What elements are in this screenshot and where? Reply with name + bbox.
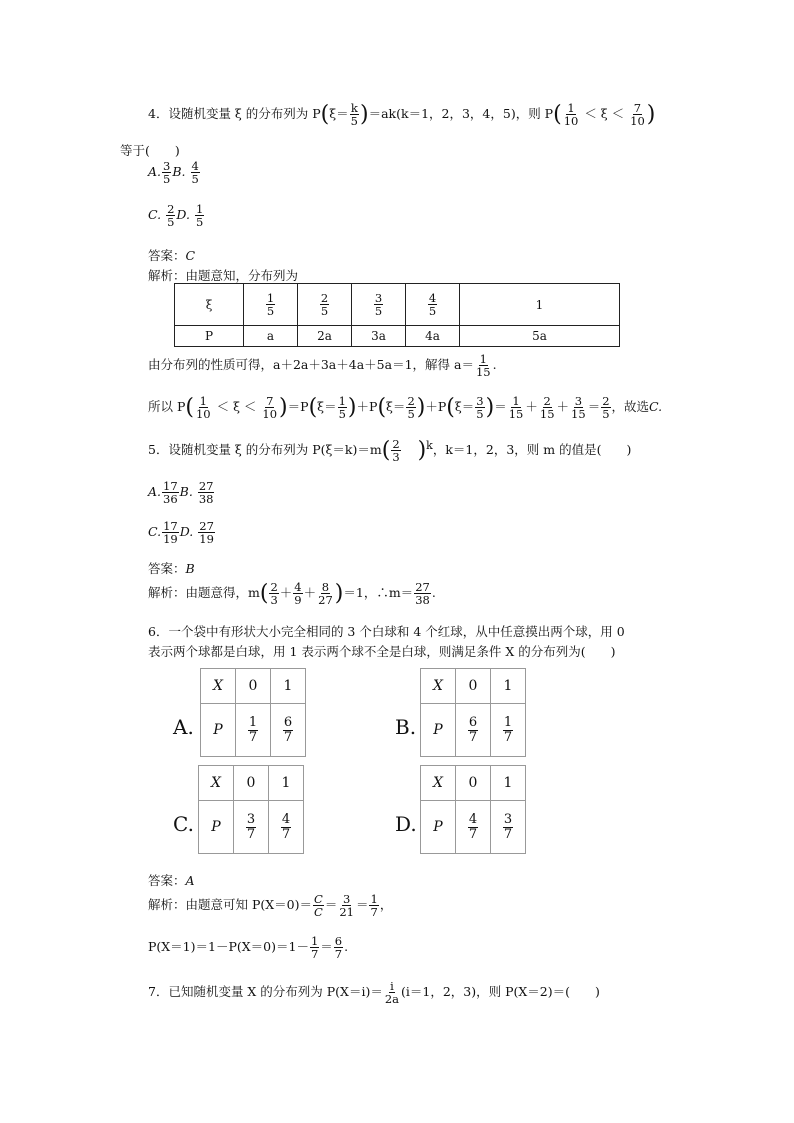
q4-option-ab: A. $\frac{3}{5}$ B. $\frac{4}{5}$ [148, 159, 199, 187]
q6-analysis-line1: 解析：由题意可知 P(X＝0)＝ $\frac{C}{C}$ ＝ $\frac{3}{21}$ ＝ $\frac{1}{7}$ ， [148, 892, 393, 920]
table-cell: X [421, 669, 456, 704]
q4-answer: 答案：C [148, 248, 196, 263]
q4-sum-line: 由分布列的性质可得，a＋2a＋3a＋4a＋5a＝1，解得 a＝ $\frac{1}{15}$ . [148, 352, 497, 380]
table-cell: ξ [175, 284, 244, 326]
q6-option-c-table [198, 765, 304, 854]
table-cell: P [421, 801, 456, 854]
table-cell: 4a [406, 326, 460, 347]
table-cell: 1 [491, 766, 526, 801]
q6-stem-line2: 表示两个球都是白球，用 1 表示两个球不全是白球，则满足条件 X 的分布列为( ) [148, 644, 616, 659]
q4-conclusion-line: 所以 P( $\frac{1}{10}$ ＜ ξ ＜ $\frac{7}{10}$ )＝P(ξ＝ $\frac{1}{5}$ )＋P(ξ＝ $\frac{2}{5}$ )＋P(ξ＝ $\frac{3}{5}$ )＝ $\frac{1}{15}$ ＋ $\frac{2}{15}$ ＋ $\frac{3}{15}$ ＝ $\frac{2}{5}$ ，故选C. [148, 394, 663, 422]
table-cell: 5a [460, 326, 620, 347]
table-cell: $\frac{1}{7}$ [236, 704, 271, 757]
table-cell: $\frac{2}{5}$ [298, 284, 352, 326]
table-cell: 0 [456, 766, 491, 801]
table-cell: $\frac{4}{7}$ [269, 801, 304, 854]
table-cell: $\frac{3}{7}$ [491, 801, 526, 854]
q4-analysis: 解析：由题意知，分布列为 [148, 268, 299, 283]
q4-stem-tail: 等于( ) [120, 143, 180, 158]
table-cell: $\frac{6}{7}$ [456, 704, 491, 757]
q4-stem: 4．设随机变量 ξ 的分布列为 P(ξ＝ $\frac{k}{5}$ )＝ak(k＝1，2，3，4，5)，则 P( $\frac{1}{10}$ ＜ ξ ＜ $\frac{7}{10}$ ) [148, 101, 656, 129]
q7-stem: 7．已知随机变量 X 的分布列为 P(X＝i)＝ $\frac{i}{2a}$ (i＝1，2，3)，则 P(X＝2)＝( ) [148, 979, 600, 1007]
q5-answer: 答案：B [148, 561, 195, 576]
table-cell: X [201, 669, 236, 704]
q6-analysis-line2: P(X＝1)＝1－P(X＝0)＝1－ $\frac{1}{7}$ ＝ $\frac{6}{7}$ . [148, 934, 349, 962]
table-cell: $\frac{4}{7}$ [456, 801, 491, 854]
table-cell: $\frac{3}{7}$ [234, 801, 269, 854]
q6-option-a-letter: A. [173, 715, 194, 739]
q5-option-ab: A. $\frac{17}{36}$ B. $\frac{27}{38}$ [148, 479, 214, 507]
table-cell: 1 [269, 766, 304, 801]
table-cell: 1 [271, 669, 306, 704]
table-cell: P [421, 704, 456, 757]
q6-option-a-table [200, 668, 306, 757]
table-cell: $\frac{1}{7}$ [491, 704, 526, 757]
table-cell: $\frac{6}{7}$ [271, 704, 306, 757]
table-cell: 2a [298, 326, 352, 347]
table-cell: a [244, 326, 298, 347]
table-cell: X [199, 766, 234, 801]
table-cell: 3a [352, 326, 406, 347]
table-cell: 0 [456, 669, 491, 704]
q6-option-d-table [420, 765, 526, 854]
q6-option-c-letter: C. [173, 812, 194, 836]
table-cell: 0 [234, 766, 269, 801]
table-cell: P [201, 704, 236, 757]
q4-distribution-table [174, 283, 620, 347]
table-cell: 0 [236, 669, 271, 704]
table-cell: X [421, 766, 456, 801]
q5-analysis: 解析：由题意得，m( $\frac{2}{3}$ ＋ $\frac{4}{9}$ ＋ $\frac{8}{27}$ )＝1，∴m＝ $\frac{27}{38}$ . [148, 580, 436, 608]
table-cell: $\frac{3}{5}$ [352, 284, 406, 326]
q5-option-cd: C. $\frac{17}{19}$ D. $\frac{27}{19}$ [148, 519, 214, 547]
table-cell: P [199, 801, 234, 854]
q6-option-b-table [420, 668, 526, 757]
table-cell: 1 [491, 669, 526, 704]
table-cell: 1 [460, 284, 620, 326]
q6-option-b-letter: B. [395, 715, 417, 739]
table-cell: $\frac{4}{5}$ [406, 284, 460, 326]
table-cell: P [175, 326, 244, 347]
q5-stem: 5．设随机变量 ξ 的分布列为 P(ξ＝k)＝m( $\frac{2}{3}$ )$^k$，k＝1，2，3，则 m 的值是( ) [148, 437, 632, 465]
q6-option-d-letter: D. [395, 812, 417, 836]
q6-answer: 答案：A [148, 873, 195, 888]
table-cell: $\frac{1}{5}$ [244, 284, 298, 326]
q4-option-cd: C. $\frac{2}{5}$ D. $\frac{1}{5}$ [148, 202, 204, 230]
q6-stem-line1: 6．一个袋中有形状大小完全相同的 3 个白球和 4 个红球，从中任意摸出两个球，用 0 [148, 624, 625, 639]
